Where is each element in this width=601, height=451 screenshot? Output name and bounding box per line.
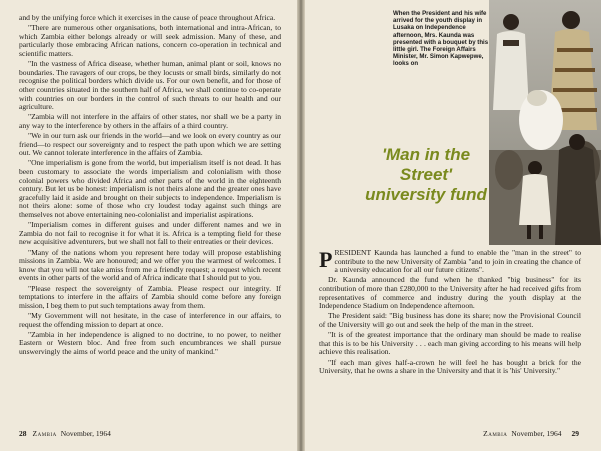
ceremony-photo	[489, 0, 601, 245]
right-footer	[483, 429, 579, 438]
left-page	[0, 0, 300, 451]
magazine-name: Zambia	[483, 429, 508, 438]
paragraph: "Imperialism comes in different guises and under different names and we in Zambia do not fail to recognise it for what it is. Africa is a tempting field for these new acquisitive adventurers, but we shall not fall to their entreaties or their devices.	[19, 220, 281, 247]
article-headline: 'Man in the Street' university fund	[365, 145, 487, 204]
paragraph: "Zambia in her independence is aligned to no doctrine, to no power, to neither Eastern or Western bloc. And free from such encumbrances we shall pursue unswervingly the aims of world peace and the unity of mankind."	[19, 329, 281, 356]
paragraph: "One imperialism is gone from the world, but imperialism itself is not dead. It has been customary to associate the words imperialism and colonialism with those colonial powers who divided Africa and other parts of the world in the eighteenth century. But let us be honest: imperialism is not theirs alone and the greater ones have gracefully laid it aside and brought on their subjects to independence. Imperialism is not theirs alone: some of those who cry loudest today against such things are themselves not above entertaining neo-colonialist and imperialist aspirations.	[19, 158, 281, 220]
paragraph: "If each man gives half-a-crown he will feel he has bought a brick for the University, that he owns a share in the University and that it is 'his' University."	[319, 357, 581, 376]
page-gutter	[297, 0, 305, 451]
drop-cap: P	[319, 247, 333, 272]
paragraph: "Zambia will not interfere in the affairs of other states, nor shall we be a party in any way to the interference by others in the affairs of a third country.	[19, 112, 281, 130]
issue-date: November, 1964	[511, 429, 562, 438]
paragraph: "There are numerous other organisations, both international and intra-African, to which Zambia either belongs already or will seek admission. Many of these, and particularly those embracing African nations, concern co-operation in technical and scientific matters.	[19, 23, 281, 58]
paragraph: "My Government will not hesitate, in the case of interference in our affairs, to request the offending mission to depart at once.	[19, 310, 281, 329]
left-footer	[19, 429, 111, 438]
page-number: 29	[571, 429, 579, 438]
paragraph: "We in our turn ask our friends in the world—and we look on every country as our friend—to respect our sovereignty and to respect the path upon which we are setting out. We cannot tolerate interference in the affairs of Zambia.	[19, 131, 281, 158]
right-article-body	[319, 249, 581, 377]
issue-date: November, 1964	[60, 429, 111, 438]
paragraph: "Many of the nations whom you represent here today will propose establishing missions in Zambia. We are honoured; and we offer you the warmest of welcomes. I know that you will not take amiss from me a friendly request; a request which recent events in other parts of the world and of Africa indicate that I should put to you.	[19, 247, 281, 283]
photo-caption: When the President and his wife arrived for the youth display in Lusaka on Independence afternoon, Mrs. Kaunda was presented with a bouquet by this little girl. The Foreign Affairs Minister, Mr. Simon Kapwepwe, looks on	[393, 10, 489, 68]
paragraph: The President said: "Big business has done its share; now the Provisional Council of the University will go out and seek the help of the man in the street.	[319, 311, 581, 329]
paragraph: "In the vastness of Africa disease, whether human, animal plant or soil, knows no boundaries. The ravagers of our crops, be they locusts or small birds, similarly do not recognise the political borders which divide us. For our own benefit, and for those of other countries situated in the southern half of Africa, we shall continue to co-operate with countries on our borders in the control of such threats to our health and our agriculture.	[19, 59, 281, 112]
left-article-body	[19, 14, 281, 358]
magazine-name: Zambia	[32, 429, 57, 438]
paragraph: "It is of the greatest importance that the ordinary man should be made to realise that this is to be his University . . . each man giving according to his means will help achieve this realisation.	[319, 330, 581, 357]
paragraph: "Please respect the sovereignty of Zambia. Please respect our integrity. If temptations to interfere in the affairs of Zambia should come before any foreign mission, I beg them to put such temptations away from them.	[19, 283, 281, 310]
page-number: 28	[19, 429, 27, 438]
lead-paragraph	[319, 249, 581, 275]
right-page	[301, 0, 601, 451]
paragraph: Dr. Kaunda announced the fund when he thanked "big business" for its contribution of more than £280,000 to the University after he had received gifts from representatives of commerce and industry during the youth display at the Independence Stadium on Independence afternoon.	[319, 275, 581, 311]
paragraph: and by the unifying force which it exercises in the cause of peace throughout Africa.	[19, 13, 276, 22]
lead-text: RESIDENT Kaunda has launched a fund to enable the "man in the street" to contribute to the new University of Zambia "and to join in creating the chance of a university education for all our future citizens".	[334, 248, 581, 275]
